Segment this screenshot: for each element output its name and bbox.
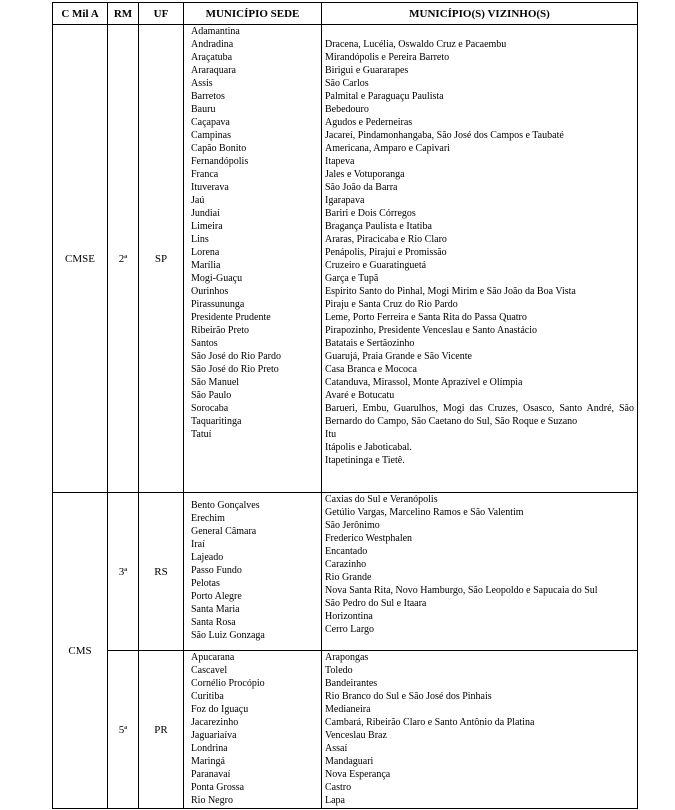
list-item: Birigui e Guararapes	[325, 65, 409, 76]
list-item: Jacareí, Pindamonhangaba, São José dos Campos e Taubaté	[325, 130, 564, 141]
municipios-vizinhos-cell	[322, 651, 638, 809]
list-item: Araçatuba	[191, 52, 233, 63]
list-item: Venceslau Braz	[325, 730, 387, 741]
list-spacer	[325, 25, 634, 38]
list-item: Carazinho	[325, 559, 367, 570]
list-item: Penápolis, Pirajuí e Promissão	[325, 247, 447, 258]
list-item: Taquaritinga	[191, 416, 242, 427]
list-item: Cruzeiro e Guaratinguetá	[325, 260, 427, 271]
list-item: Caxias do Sul e Veranópolis	[325, 494, 438, 505]
rm-cell: 2ª	[108, 25, 139, 493]
list-item: Barretos	[191, 91, 225, 102]
list-item: Lorena	[191, 247, 220, 258]
list-item: Foz do Iguaçu	[191, 704, 249, 715]
list-item: Pirassununga	[191, 299, 245, 310]
list-item: Bebedouro	[325, 104, 369, 115]
list-item: Apucarana	[191, 652, 235, 663]
list-item: Horizontina	[325, 611, 373, 622]
list-item: Lins	[191, 234, 209, 245]
list-item: Frederico Westphalen	[325, 533, 413, 544]
list-item: Nova Esperança	[325, 769, 391, 780]
header-rm: RM	[108, 3, 139, 25]
vizinhos-list	[322, 651, 637, 807]
list-item: Mandaguari	[325, 756, 374, 767]
list-item: Andradina	[191, 39, 234, 50]
vizinhos-list	[322, 493, 637, 636]
list-item: Araraquara	[191, 65, 236, 76]
list-item: Jaguariaíva	[191, 730, 237, 741]
list-item: Presidente Prudente	[191, 312, 271, 323]
list-item: Toledo	[325, 665, 353, 676]
list-item: Garça e Tupã	[325, 273, 379, 284]
table-row-cms-pr	[53, 651, 638, 809]
list-item: Rio Branco do Sul e São José dos Pinhais	[325, 691, 492, 702]
header-municipios-vizinhos: MUNICÍPIO(S) VIZINHO(S)	[322, 3, 638, 25]
list-item: Ituverava	[191, 182, 229, 193]
list-item: Bauru	[191, 104, 216, 115]
list-item: Itu	[325, 429, 337, 440]
list-item: Batatais e Sertãozinho	[325, 338, 415, 349]
list-item: Palmital e Paraguaçu Paulista	[325, 91, 444, 102]
list-item: Santa Maria	[191, 604, 240, 615]
list-item: Lapa	[325, 795, 345, 806]
rm-cell: 5ª	[108, 651, 139, 809]
list-item: Fernandópolis	[191, 156, 249, 167]
c-mil-a-cell: CMS	[53, 493, 108, 809]
list-item: Medianeira	[325, 704, 371, 715]
list-item: Assis	[191, 78, 213, 89]
list-item: Ourinhos	[191, 286, 229, 297]
list-item: Encantado	[325, 546, 368, 557]
list-item: Araras, Piracicaba e Rio Claro	[325, 234, 447, 245]
list-item: São Carlos	[325, 78, 369, 89]
list-item: Getúlio Vargas, Marcelino Ramos e São Valentim	[325, 507, 524, 518]
table-row-cms-rs	[53, 493, 638, 651]
list-item: Jacarezinho	[191, 717, 239, 728]
list-item: Campinas	[191, 130, 231, 141]
municipio-sede-cell	[184, 25, 322, 493]
list-item: Barueri, Embu, Guarulhos, Mogi das Cruzes, Osasco, Santo André, São Bernardo do Campo, São Caetano do Sul, São Roque e Suzano	[325, 403, 634, 427]
list-item: Itápolis e Jaboticabal.	[325, 442, 412, 453]
list-item: Agudos e Pederneiras	[325, 117, 413, 128]
sede-list	[184, 651, 321, 807]
c-mil-a-cell: CMSE	[53, 25, 108, 493]
list-item: Mirandópolis e Pereira Barreto	[325, 52, 450, 63]
list-item: Ribeirão Preto	[191, 325, 250, 336]
list-item: Jaú	[191, 195, 205, 206]
list-item: Nova Santa Rita, Novo Hamburgo, São Leopoldo e Sapucaia do Sul	[325, 585, 598, 596]
municipio-sede-cell	[184, 651, 322, 809]
list-item: Santos	[191, 338, 218, 349]
list-item: Piraju e Santa Cruz do Rio Pardo	[325, 299, 458, 310]
uf-cell: RS	[139, 493, 184, 651]
list-item: Bragança Paulista e Itatiba	[325, 221, 432, 232]
list-item: Catanduva, Mirassol, Monte Aprazível e Olímpia	[325, 377, 523, 388]
list-item: Maringá	[191, 756, 225, 767]
list-item: São Jerônimo	[325, 520, 380, 531]
list-item: Curitiba	[191, 691, 224, 702]
header-municipio-sede: MUNICÍPIO SEDE	[184, 3, 322, 25]
list-item: São Manuel	[191, 377, 240, 388]
list-item: Londrina	[191, 743, 228, 754]
list-item: Itapetininga e Tietê.	[325, 455, 405, 466]
header-c-mil-a: C Mil A	[53, 3, 108, 25]
list-item: Adamantina	[191, 26, 240, 37]
list-item: Leme, Porto Ferreira e Santa Rita do Passa Quatro	[325, 312, 527, 323]
list-item: Ponta Grossa	[191, 782, 245, 793]
list-item: São José do Rio Preto	[191, 364, 279, 375]
list-item: Rio Grande	[325, 572, 372, 583]
table-row-cmse-sp	[53, 25, 638, 493]
list-item: Casa Branca e Mococa	[325, 364, 417, 375]
list-item: Tatuí	[191, 429, 212, 440]
list-item: Cerro Largo	[325, 624, 374, 635]
list-item: Castro	[325, 782, 352, 793]
list-item: Santa Rosa	[191, 617, 236, 628]
rm-cell: 3ª	[108, 493, 139, 651]
list-item: Limeira	[191, 221, 223, 232]
list-item: Iraí	[191, 539, 205, 550]
vizinhos-list	[322, 25, 637, 467]
list-item: Caçapava	[191, 117, 230, 128]
municipios-vizinhos-cell	[322, 25, 638, 493]
municipios-vizinhos-cell	[322, 493, 638, 651]
list-item: Espírito Santo do Pinhal, Mogi Mirim e São João da Boa Vista	[325, 286, 576, 297]
list-item: Mogi-Guaçu	[191, 273, 243, 284]
list-item: Porto Alegre	[191, 591, 242, 602]
list-item: São Pedro do Sul e Itaara	[325, 598, 427, 609]
list-item: Assaí	[325, 743, 348, 754]
list-item: São José do Rio Pardo	[191, 351, 281, 362]
municipio-sede-cell	[184, 493, 322, 651]
list-item: Americana, Amparo e Capivari	[325, 143, 450, 154]
list-item: Igarapava	[325, 195, 365, 206]
list-item: Jundiaí	[191, 208, 220, 219]
list-item: Itapeva	[325, 156, 355, 167]
list-item: Cornélio Procópio	[191, 678, 265, 689]
list-item: Arapongas	[325, 652, 369, 663]
list-item: Capão Bonito	[191, 143, 247, 154]
uf-cell: SP	[139, 25, 184, 493]
list-item: Bandeirantes	[325, 678, 378, 689]
list-item: Avaré e Botucatu	[325, 390, 395, 401]
list-item: São Luiz Gonzaga	[191, 630, 265, 641]
list-item: São João da Barra	[325, 182, 398, 193]
table-header-row	[53, 3, 638, 25]
list-item: Dracena, Lucélia, Oswaldo Cruz e Pacaembu	[325, 39, 507, 50]
list-item: Cambará, Ribeirão Claro e Santo Antônio da Platina	[325, 717, 535, 728]
list-item: Marília	[191, 260, 221, 271]
list-item: Pelotas	[191, 578, 220, 589]
list-item: São Paulo	[191, 390, 232, 401]
list-item: Lajeado	[191, 552, 224, 563]
uf-cell: PR	[139, 651, 184, 809]
header-uf: UF	[139, 3, 184, 25]
list-item: Pirapozinho, Presidente Venceslau e Santo Anastácio	[325, 325, 537, 336]
list-item: Paranavaí	[191, 769, 231, 780]
list-item: Cascavel	[191, 665, 228, 676]
sede-list	[184, 25, 321, 441]
list-item: Jales e Votuporanga	[325, 169, 405, 180]
list-item: Franca	[191, 169, 219, 180]
list-item: Bariri e Dois Córregos	[325, 208, 416, 219]
list-item: Passo Fundo	[191, 565, 242, 576]
list-item: Guarujá, Praia Grande e São Vicente	[325, 351, 472, 362]
list-item: Rio Negro	[191, 795, 233, 806]
municipios-table	[52, 2, 638, 809]
list-item: General Câmara	[191, 526, 257, 537]
list-item: Erechim	[191, 513, 225, 524]
sede-list	[184, 493, 321, 642]
list-item: Bento Gonçalves	[191, 500, 260, 511]
list-item: Sorocaba	[191, 403, 229, 414]
